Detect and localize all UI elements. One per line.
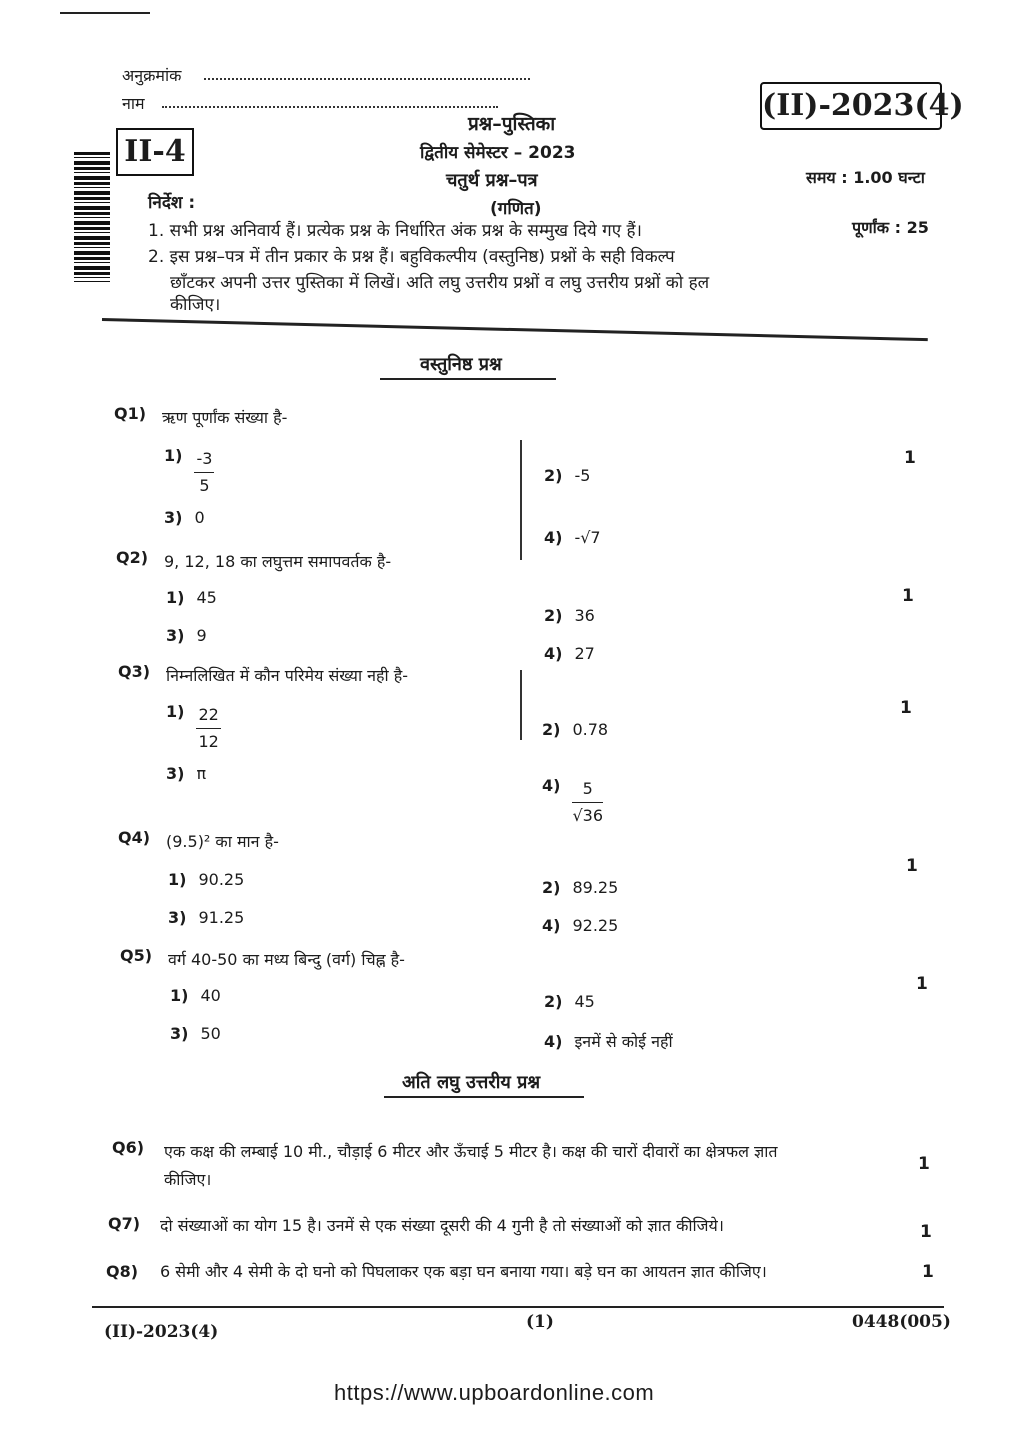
subject-title: (गणित) (490, 199, 542, 219)
question-marks: 1 (916, 974, 928, 994)
paper-title: चतुर्थ प्रश्न–पत्र (446, 170, 538, 191)
roll-number-line (204, 78, 530, 80)
option-4 (544, 644, 595, 663)
option-4 (544, 1030, 673, 1052)
name-label: नाम (122, 94, 145, 113)
option-1 (164, 446, 214, 499)
section-objective-title: वस्तुनिष्ठ प्रश्न (420, 354, 502, 375)
option-3 (166, 626, 207, 645)
question-marks: 1 (906, 856, 918, 876)
instruction-2b: छाँटकर अपनी उत्तर पुस्तिका में लिखें। अति लघु उत्तरीय प्रश्नों व लघु उत्तरीय प्रश्नों को हल (170, 273, 710, 293)
question-marks: 1 (902, 586, 914, 606)
paper-code: (II)-2023(4) (762, 88, 964, 123)
question-number: Q5) (120, 946, 153, 965)
option-text: 40 (200, 986, 221, 1005)
denominator: √36 (572, 806, 604, 825)
option-3 (164, 508, 205, 527)
footer-divider (92, 1306, 944, 1308)
denominator: 12 (198, 732, 219, 751)
option-3 (166, 764, 206, 783)
fraction (194, 446, 214, 499)
question-text: वर्ग 40-50 का मध्य बिन्दु (वर्ग) चिह्न है- (168, 950, 405, 969)
option-4 (542, 776, 603, 829)
option-text: 9 (196, 626, 207, 645)
fraction (572, 776, 603, 829)
option-label: 1) (164, 446, 183, 465)
option-3 (168, 908, 244, 927)
section-short-answer-title: अति लघु उत्तरीय प्रश्न (402, 1072, 541, 1093)
fraction (196, 702, 220, 755)
footer-code: 0448(005) (852, 1312, 951, 1332)
option-label: 4) (542, 776, 561, 795)
section-short-answer-underline (384, 1096, 584, 1098)
option-label: 4) (544, 1032, 563, 1051)
question-number: Q4) (118, 828, 151, 847)
semester-title: द्वितीय सेमेस्टर – 2023 (420, 143, 576, 163)
option-label: 1) (170, 986, 189, 1005)
option-label: 2) (544, 606, 563, 625)
denominator: 5 (199, 476, 210, 495)
option-1 (168, 870, 244, 889)
time-allowed: समय : 1.00 घन्टा (806, 168, 925, 187)
option-1 (166, 588, 217, 607)
option-text: -√7 (574, 528, 601, 547)
option-text: -5 (574, 466, 591, 485)
option-4 (544, 528, 601, 547)
series-box (116, 128, 194, 176)
question-number: Q8) (106, 1262, 139, 1281)
option-label: 4) (542, 916, 561, 935)
website-url[interactable]: https://www.upboardonline.com (334, 1380, 655, 1405)
option-2 (544, 466, 590, 485)
question-text: 9, 12, 18 का लघुत्तम समापवर्तक है- (164, 552, 392, 571)
question-marks: 1 (918, 1154, 930, 1174)
header-divider (102, 318, 928, 341)
name-line (162, 106, 498, 108)
option-label: 2) (544, 466, 563, 485)
option-text: 45 (574, 992, 595, 1011)
option-label: 4) (544, 644, 563, 663)
option-label: 3) (170, 1024, 189, 1043)
instruction-2a: 2. इस प्रश्न–पत्र में तीन प्रकार के प्रश्न हैं। बहुविकल्पीय (वस्तुनिष्ठ) प्रश्नों के सही विकल्प (148, 247, 675, 267)
option-text: 27 (574, 644, 595, 663)
option-text: 89.25 (572, 878, 619, 897)
option-text: 90.25 (198, 870, 245, 889)
top-rule (60, 12, 150, 14)
option-text: 0.78 (572, 720, 609, 739)
footer-paper-code: (II)-2023(4) (104, 1322, 219, 1342)
option-label: 2) (542, 720, 561, 739)
option-label: 3) (164, 508, 183, 527)
question-text: निम्नलिखित में कौन परिमेय संख्या नही है- (166, 666, 409, 685)
question-number: Q3) (118, 662, 151, 681)
option-text: 50 (200, 1024, 221, 1043)
question-marks: 1 (920, 1222, 932, 1242)
numerator: 5 (572, 776, 603, 803)
max-marks: पूर्णांक : 25 (852, 218, 929, 237)
question-text-cont: कीजिए। (164, 1170, 212, 1189)
option-2 (544, 606, 595, 625)
question-number: Q1) (114, 404, 147, 423)
option-label: 3) (168, 908, 187, 927)
option-4 (542, 916, 618, 935)
question-marks: 1 (922, 1262, 934, 1282)
instructions-heading: निर्देश : (148, 193, 196, 213)
series-code: II-4 (124, 134, 186, 169)
numerator: -3 (194, 446, 214, 473)
option-label: 1) (168, 870, 187, 889)
question-text: एक कक्ष की लम्बाई 10 मी., चौड़ाई 6 मीटर और ऊँचाई 5 मीटर है। कक्ष की चारों दीवारों का क्षेत्रफल ज्ञात (164, 1142, 778, 1161)
option-1 (166, 702, 221, 755)
option-label: 4) (544, 528, 563, 547)
question-number: Q6) (112, 1138, 145, 1157)
question-number: Q2) (116, 548, 149, 567)
option-2 (542, 720, 608, 739)
option-label: 3) (166, 626, 185, 645)
column-divider (520, 440, 522, 560)
section-objective-underline (380, 378, 556, 380)
option-text: π (196, 764, 207, 783)
column-divider (520, 670, 522, 740)
question-text: दो संख्याओं का योग 15 है। उनमें से एक संख्या दूसरी की 4 गुनी है तो संख्याओं को ज्ञात कीजिये। (160, 1216, 724, 1235)
option-text: इनमें से कोई नहीं (574, 1032, 673, 1051)
question-marks: 1 (904, 448, 916, 468)
option-text: 36 (574, 606, 595, 625)
question-marks: 1 (900, 698, 912, 718)
option-3 (170, 1024, 221, 1043)
option-text: 45 (196, 588, 217, 607)
option-text: 91.25 (198, 908, 245, 927)
option-text: 92.25 (572, 916, 619, 935)
option-label: 1) (166, 702, 185, 721)
option-2 (544, 992, 595, 1011)
booklet-title: प्रश्न–पुस्तिका (468, 113, 556, 135)
numerator: 22 (196, 702, 220, 729)
question-text: ऋण पूर्णांक संख्या है- (162, 408, 288, 427)
question-text: 6 सेमी और 4 सेमी के दो घनो को पिघलाकर एक बड़ा घन बनाया गया। बड़े घन का आयतन ज्ञात कीजिए। (160, 1262, 767, 1281)
instruction-2c: कीजिए। (170, 295, 221, 315)
option-2 (542, 878, 618, 897)
option-label: 2) (544, 992, 563, 1011)
option-label: 3) (166, 764, 185, 783)
barcode (74, 152, 110, 282)
option-label: 1) (166, 588, 185, 607)
option-1 (170, 986, 221, 1005)
question-number: Q7) (108, 1214, 141, 1233)
page-number: (1) (526, 1312, 554, 1332)
roll-number-label: अनुक्रमांक (122, 66, 182, 85)
instruction-1: 1. सभी प्रश्न अनिवार्य हैं। प्रत्येक प्रश्न के निर्धारित अंक प्रश्न के सम्मुख दिये गए हैं। (148, 221, 643, 241)
option-label: 2) (542, 878, 561, 897)
option-text: 0 (194, 508, 205, 527)
paper-code-box (760, 82, 964, 130)
question-text: (9.5)² का मान है- (166, 832, 279, 851)
